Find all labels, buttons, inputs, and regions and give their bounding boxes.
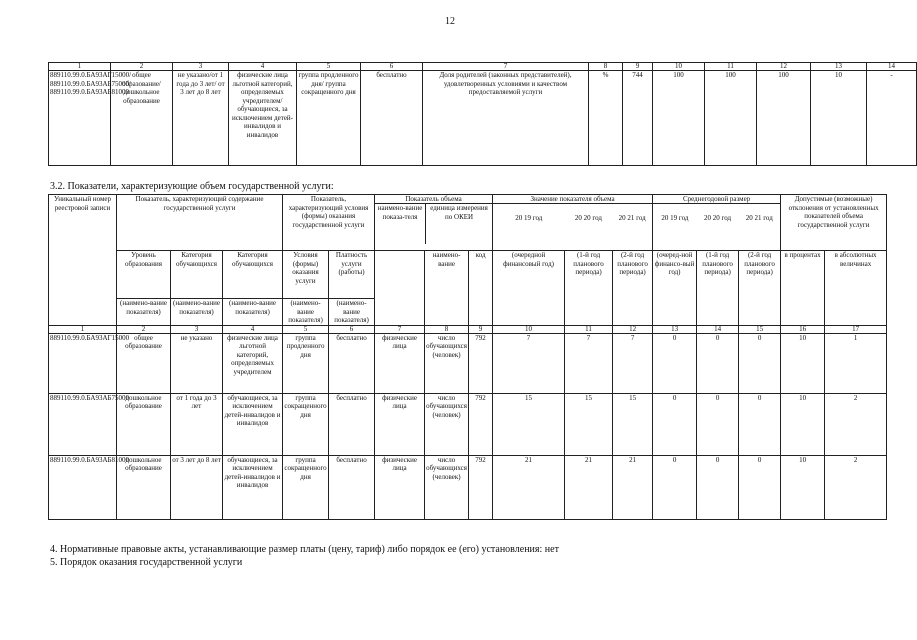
header-value: Значение показателя объема [493,195,652,204]
quality-indicators-table [48,62,917,166]
table2-number-row: 1 2 3 4 5 6 7 8 9 10 11 12 13 14 15 16 17 [49,325,887,333]
table-row: 889110.99.0.БА93АБ81000 дошкольное образование от 3 лет до 8 лет обучающиеся, за исключением детей-инвалидов и инвалидов группа сокращенного дня бесплатно физические лица число обучающихся (человек) 792 21 21 21 0 0 0 10 2 [49,455,887,519]
percent-header: в процентах [781,251,825,326]
unit-name-header: наимено-вание [425,251,469,326]
period-label: (2-й год планового периода) [739,251,781,326]
table1-number-row: 1 2 3 4 5 6 7 8 9 10 11 12 13 14 [49,63,917,71]
year-label: 20 21 год [745,214,773,222]
header-content: Показатель, характеризующий содержание государственной услуги [117,195,283,251]
period-label: (очередной финансовый год) [493,251,565,326]
header-volume: Показатель объема [375,195,492,204]
unit-code-header: код [469,251,493,326]
header-unit: единица измерения по ОКЕИ [430,204,488,221]
period-label: (1-й год планового периода) [565,251,613,326]
name-hint: (наимено-вание показателя) [117,299,171,326]
volume-indicators-table [48,194,887,520]
page-number: 12 [445,16,455,27]
header-unique-number: Уникальный номер реестровой записи [49,195,117,326]
table-row: 889110.99.0.БА93АГ15000 общее образование не указано физические лица льготной категорий, определяемых учредителем группа продленного дня бесплатно физические лица число обучающихся (человек) 792 7 7 7 0 0 0 10 1 [49,333,887,393]
header-conditions: Показатель, характеризующий условия (формы) оказания государственной услуги [283,195,375,251]
period-label: (очеред-ной финансо-вый год) [653,251,697,326]
period-label: (2-й год планового периода) [613,251,653,326]
period-label: (1-й год планового периода) [697,251,739,326]
subheader: Условия (формы) оказания услуги [283,251,329,299]
year-label: 20 20 год [704,214,732,222]
header-average: Среднегодовой размер [653,195,780,204]
subheader: Уровень образования [117,251,171,299]
name-hint: (наимено-вание показателя) [171,299,223,326]
subheader: Категория обучающихся [223,251,283,299]
subheader: Платность услуги (работы) [329,251,375,299]
table-row: 889110.99.0.БА93АБ75000 дошкольное образование от 1 года до 3 лет обучающиеся, за исключением детей-инвалидов и инвалидов группа сокращенного дня бесплатно физические лица число обучающихся (человек) 792 15 15 15 0 0 0 10 2 [49,393,887,455]
section-4-text: 4. Нормативные правовые акты, устанавливающие размер платы (цену, тариф) либо порядок ее (его) установления: нет [50,544,559,555]
year-label: 20 19 год [661,214,689,222]
year-label: 20 21 год [618,214,646,222]
name-hint: (наимено-вание показателя) [329,299,375,326]
header-deviation: Допустимые (возможные) отклонения от установленных показателей объема государственной услуги [781,195,887,251]
year-label: 20 19 год [515,214,543,222]
header-indicator-name: наимено-вание показа-теля [375,204,426,244]
section-3-2-heading: 3.2. Показатели, характеризующие объем государственной услуги: [50,181,334,192]
subheader: Категория обучающихся [171,251,223,299]
absolute-header: в абсолютных величинах [825,251,887,326]
name-hint: (наимено-вание показателя) [223,299,283,326]
name-hint: (наимено-вание показателя) [283,299,329,326]
table-row: 889110.99.0.БА93АГ15000/ 889110.99.0.БА93АБ75000/ 889110.99.0.БА93АБ81000 общее образование/ дошкольное образование не указано/от 1 года до 3 лет/ от 3 лет до 8 лет физические лица льготной категорий, определяемых учредителем/ обучающиеся, за исключением детей-инвалидов и инвалидов группа продленного дня/ группа сокращенного дня бесплатно Доля родителей (законных представителей), удовлетворенных условиями и качеством предоставляемой услуги % 744 100 100 100 10 - [49,71,917,166]
section-5-text: 5. Порядок оказания государственной услуги [50,557,243,568]
year-label: 20 20 год [574,214,602,222]
